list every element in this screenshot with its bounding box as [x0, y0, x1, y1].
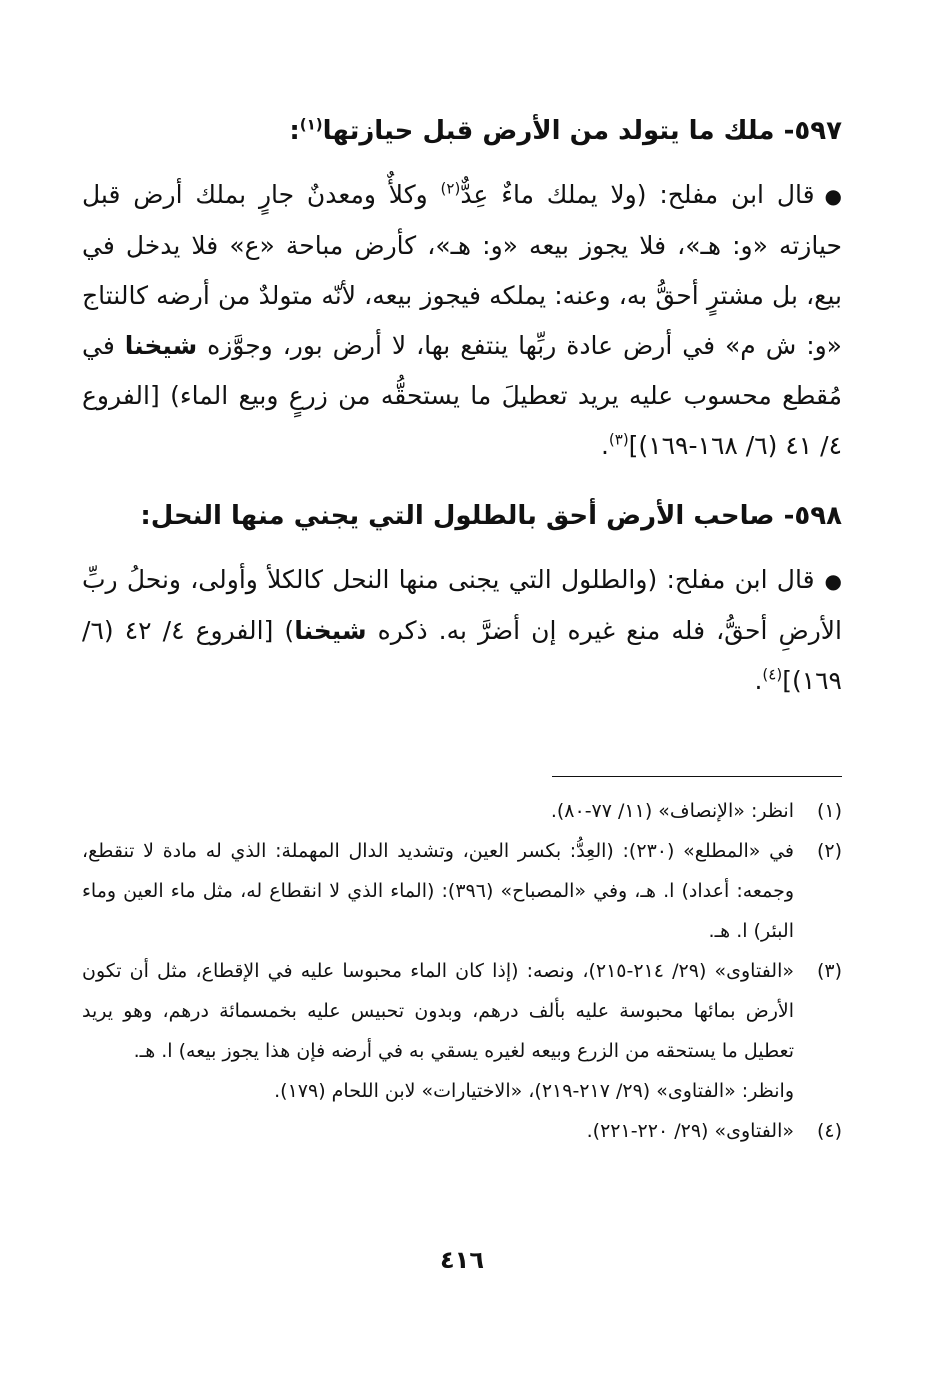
footnote-1 [82, 791, 842, 831]
section-598-text-b: ) [الفروع ٤/ ٤٢ (٦/ ١٦٩)] [82, 616, 842, 695]
section-597-heading [82, 108, 842, 154]
footnote-divider [552, 776, 842, 777]
footnote-mark: (٤) [816, 1120, 842, 1142]
section-597-text-b: وكلأٌ ومعدنٌ جارٍ بملك أرض قبل حيازته «و: هـ»، فلا يجوز بيعه «و: هـ»، كأرض مباحة «ع» فلا يدخل في بيع، بل مشترٍ أحقُّ به، وعنه: يملكه فيجوز بيعه، لأنّه متولدٌ من أرضه كالنتاج «و: ش م» في أرض عادة ربِّها ينتفع بها، لا أرض بور، وجوَّزه [82, 180, 842, 360]
footnote-3-see-also: وانظر: «الفتاوى» (٢٩/ ٢١٧-٢١٩)، «الاختيارات» لابن اللحام (١٧٩). [274, 1080, 794, 1102]
heading-colon: : [289, 116, 300, 146]
footnote-text: «الفتاوى» (٢٩/ ٢١٤-٢١٥)، ونصه: (إذا كان الماء محبوسا عليه في الإقطاع، مثل أن تكون الأرض بمائها محبوسة عليه بألف درهم، وبدون تحبيس عليه بخمسمائة درهم، وهو يريد تعطيل ما يستحقه من الزرع وبيعه لغيره يسقي به في أرضه فإن هذا يجوز بيعه) ا. هـ. [82, 960, 795, 1062]
bullet-icon: ● [824, 569, 842, 593]
page-number: ٤١٦ [440, 1246, 484, 1274]
footnote-text: في «المطلع» (٢٣٠): (العِدُّ: بكسر العين، وتشديد الدال المهملة: الذي له مادة لا تنقطع، وجمعه: أعداد) ا. هـ، وفي «المصباح» (٣٩٦): (الماء الذي لا انقطاع له، مثل ماء العين وماء البئر) ا. هـ. [82, 840, 795, 942]
footnote-4 [82, 1111, 842, 1151]
footnote-text: انظر: «الإنصاف» (١١/ ٧٧-٨٠). [550, 800, 794, 822]
section-598-bold-term: شيخنا [294, 616, 367, 645]
section-598-heading [82, 493, 842, 539]
heading-colon: : [140, 501, 151, 531]
section-598-title: صاحب الأرض أحق بالطلول التي يجني منها النحل [150, 501, 775, 531]
section-598-text-a: قال ابن مفلح: (والطلول التي يجنى منها النحل كالكلأ وأولى، ونحلُ ربِّ الأرضِ أحقُّ، فله منع غيره إن أضرَّ به. ذكره [82, 565, 843, 645]
section-597-number: ٥٩٧- [783, 116, 842, 146]
section-598-paragraph [82, 555, 842, 706]
section-598-number: ٥٩٨- [783, 501, 842, 531]
footnote-3 [82, 951, 842, 1071]
section-597-paragraph [82, 170, 842, 471]
bullet-icon: ● [824, 184, 842, 208]
footnote-ref-1: (١) [299, 115, 323, 134]
section-597-text-c: في مُقطع محسوب عليه يريد تعطيلَ ما يستحقُّه من زرعٍ وبيع الماء) [الفروع ٤/ ٤١ (٦/ ١٦٨-١٦٩)] [82, 331, 842, 460]
section-597-text-end: . [600, 431, 609, 460]
footnote-2 [82, 831, 842, 951]
section-597-title: ملك ما يتولد من الأرض قبل حيازتها [322, 116, 775, 146]
footnote-text: «الفتاوى» (٢٩/ ٢٢٠-٢٢١). [586, 1120, 794, 1142]
footnote-mark: (٢) [816, 840, 842, 862]
footnote-ref-4: (٤) [762, 665, 783, 684]
footnote-mark: (٣) [816, 960, 842, 982]
section-597-bold-term: شيخنا [124, 331, 198, 360]
footnote-ref-3: (٣) [608, 430, 629, 449]
footnote-ref-2: (٢) [440, 179, 461, 198]
section-598-text-end: . [754, 666, 763, 695]
footnote-mark: (١) [816, 800, 842, 822]
document-page [82, 108, 842, 1328]
section-597-text-a: قال ابن مفلح: (ولا يملك ماءٌ عِدٌّ [460, 180, 815, 209]
